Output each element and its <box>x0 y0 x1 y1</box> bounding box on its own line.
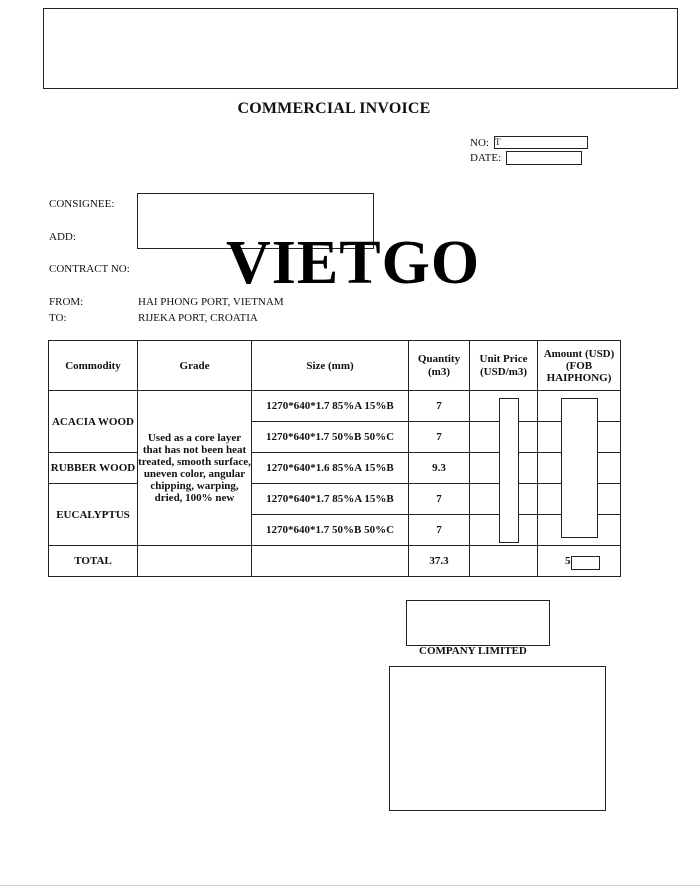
contract-no-label: CONTRACT NO: <box>49 263 130 275</box>
page-title: COMMERCIAL INVOICE <box>237 100 431 117</box>
invoice-date-field <box>506 151 582 165</box>
commodity-eucalyptus: EUCALYPTUS <box>49 484 138 546</box>
grade-description: Used as a core layer that has not been heat treated, smooth surface, uneven color, angular chipping, warping, dried, 100% new <box>138 391 252 546</box>
header-size: Size (mm) <box>252 341 409 391</box>
size-cell: 1270*640*1.6 85%A 15%B <box>252 453 409 484</box>
size-cell: 1270*640*1.7 50%B 50%C <box>252 515 409 546</box>
company-limited-label: COMPANY LIMITED <box>419 645 527 657</box>
total-label: TOTAL <box>49 546 138 577</box>
address-label: ADD: <box>49 231 76 243</box>
signature-stamp-box <box>389 666 606 811</box>
total-amount-redaction <box>571 556 600 570</box>
quantity-cell: 9.3 <box>409 453 470 484</box>
total-amount-partial: 5 <box>565 555 571 567</box>
commodity-rubber: RUBBER WOOD <box>49 453 138 484</box>
total-empty-cell <box>138 546 252 577</box>
header-unit-price: Unit Price (USD/m3) <box>470 341 538 391</box>
unit-price-redaction <box>499 398 519 543</box>
to-value: RIJEKA PORT, CROATIA <box>138 312 258 324</box>
size-cell: 1270*640*1.7 85%A 15%B <box>252 391 409 422</box>
total-empty-cell <box>470 546 538 577</box>
from-label: FROM: <box>49 296 84 308</box>
table-row <box>49 391 621 422</box>
to-label: TO: <box>49 312 67 324</box>
total-row <box>49 546 621 577</box>
vietgo-watermark: VIETGO <box>226 229 481 297</box>
total-empty-cell <box>252 546 409 577</box>
amount-redaction <box>561 398 598 538</box>
invoice-no-prefix: T <box>495 137 501 147</box>
company-name-redacted-box <box>406 600 550 646</box>
quantity-cell: 7 <box>409 422 470 453</box>
size-cell: 1270*640*1.7 85%A 15%B <box>252 484 409 515</box>
commodity-acacia: ACACIA WOOD <box>49 391 138 453</box>
header-quantity: Quantity (m3) <box>409 341 470 391</box>
quantity-cell: 7 <box>409 515 470 546</box>
quantity-cell: 7 <box>409 484 470 515</box>
from-value: HAI PHONG PORT, VIETNAM <box>138 296 284 308</box>
table-header-row <box>49 341 621 391</box>
quantity-cell: 7 <box>409 391 470 422</box>
header-grade: Grade <box>138 341 252 391</box>
header-commodity: Commodity <box>49 341 138 391</box>
page-bottom-divider <box>0 885 700 886</box>
invoice-date-label: DATE: <box>470 152 502 164</box>
header-amount: Amount (USD) (FOB HAIPHONG) <box>538 341 621 391</box>
size-cell: 1270*640*1.7 50%B 50%C <box>252 422 409 453</box>
total-quantity: 37.3 <box>409 546 470 577</box>
invoice-table <box>48 340 621 577</box>
consignee-label: CONSIGNEE: <box>49 198 115 210</box>
table-row <box>49 484 621 515</box>
invoice-no-label: NO: <box>470 137 489 149</box>
invoice-no-field <box>494 136 588 149</box>
table-row <box>49 453 621 484</box>
letterhead-box <box>43 8 678 89</box>
